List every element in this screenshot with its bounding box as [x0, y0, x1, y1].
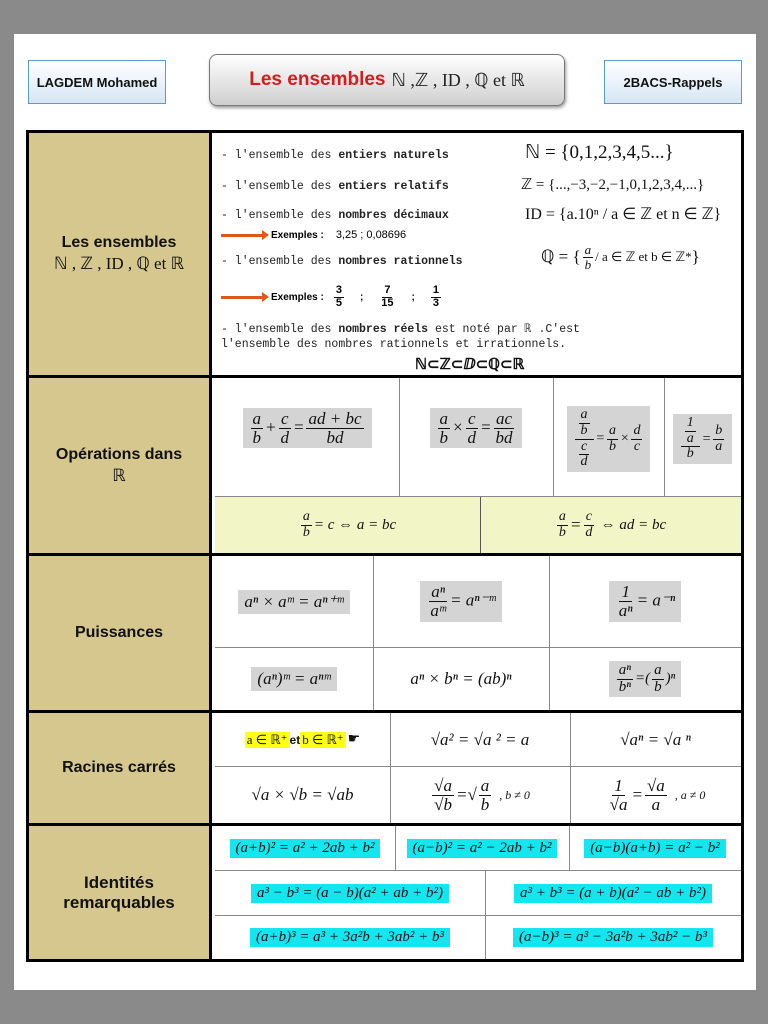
line-rationnels [221, 255, 463, 268]
line-bold: entiers naturels [338, 149, 449, 162]
example-row-1 [221, 229, 406, 241]
formula-text: = a⁻ⁿ [636, 590, 676, 610]
line-text: - l'ensemble des [221, 255, 339, 268]
row-divider [29, 375, 741, 378]
root-square [390, 713, 570, 766]
op-inverse [664, 387, 741, 491]
level-box [604, 60, 742, 104]
formula-text: aⁿ × bⁿ = (ab)ⁿ [410, 669, 512, 688]
formula-box: (a−b)(a+b) = a² − b² [584, 839, 725, 858]
arrow-icon [221, 234, 263, 237]
label-identites-text2: remarquables [63, 892, 175, 912]
root-quotient: $\frac{√a}{√b}$ =√ $\frac{a}{b}$ , b ≠ 0 [434, 775, 530, 814]
root-power [570, 713, 741, 766]
equiv-text: = c ⇔ a = bc [313, 516, 397, 533]
example-row-2: Exemples : $\frac{3}{5}$ ; $\frac{7}{15}$ ; $\frac{1}{3}$ [221, 285, 443, 309]
op-division [553, 387, 664, 491]
formula-box: (aⁿ)ᵐ = aⁿᵐ [251, 667, 336, 691]
line-decimaux [221, 209, 449, 222]
condition-et: et [289, 732, 301, 747]
label-racines-text: Racines carrés [62, 759, 176, 776]
power-negative [549, 556, 741, 647]
label-racines [29, 713, 212, 823]
author-box [28, 60, 166, 104]
line-text: - l'ensemble des [221, 323, 339, 336]
cursor-icon: ☛ [347, 732, 361, 747]
condition-b: b ∈ ℝ⁺ [302, 731, 344, 747]
line-text: - l'ensemble des [221, 209, 339, 222]
label-operations-sub: ℝ [112, 465, 126, 485]
fraction: $\frac{a}{b}$ [584, 242, 592, 272]
example-label: Exemples : [271, 229, 324, 241]
condition-a: a ∈ ℝ⁺ [246, 731, 288, 747]
line-naturels [221, 149, 449, 162]
formula-box: a³ − b³ = (a − b)(a² + ab + b²) [251, 884, 449, 903]
fraction: $\frac{1}{3}$ [432, 284, 439, 309]
formula-box: $\frac{a}{b}$ + $\frac{c}{d}$ = $\frac{ad + bc}{bd}$ [243, 408, 372, 449]
label-operations-text: Opérations dans [55, 445, 183, 463]
fraction: $\frac{3}{5}$ [335, 284, 342, 309]
formula-box: $\frac{1}{\text{aⁿ}}$ = a⁻ⁿ [609, 581, 681, 622]
line-text: - l'ensemble des [221, 180, 339, 193]
power-of-power [215, 648, 373, 710]
label-identites-text1: Identités [84, 872, 154, 892]
title-sets: ℕ ,ℤ , ID , ℚ et ℝ [391, 69, 525, 90]
q-condition: / a ∈ ℤ et b ∈ ℤ* [595, 249, 692, 265]
formula-box: $\frac{\frac{a}{b}}{\frac{c}{d}}$ = $\frac{a}{b}$ × $\frac{d}{c}$ [567, 406, 651, 472]
formula-box: (a−b)² = a² − 2ab + b² [407, 839, 558, 858]
op-addition [215, 393, 399, 463]
line-bold: nombres décimaux [338, 209, 449, 222]
line-relatifs [221, 180, 449, 193]
label-operations [29, 378, 212, 553]
formula-condition: , a ≠ 0 [674, 787, 706, 802]
level-label: 2BACS-Rappels [623, 74, 723, 90]
identity-cube-diff [215, 871, 485, 915]
formula-condition: , b ≠ 0 [499, 787, 530, 802]
inclusion-chain: ℕ⊂ℤ⊂ⅅ⊂ℚ⊂ℝ [415, 357, 525, 373]
root-conditions [215, 713, 390, 766]
power-product [215, 556, 373, 647]
label-identites [29, 826, 212, 959]
example-values: 3,25 ; 0,08696 [335, 229, 407, 241]
formula-box: (a+b)³ = a³ + 3a²b + 3ab² + b³ [250, 928, 450, 947]
formula-box: $\frac{\text{aⁿ}}{\text{aᵐ}}$ = aⁿ⁻ᵐ [420, 581, 501, 622]
line-irrationnels: l'ensemble des nombres rationnels et irrationnels. [221, 338, 567, 351]
formula-box: aⁿ × aᵐ = aⁿ⁺ᵐ [238, 590, 349, 614]
power-quotient [373, 556, 549, 647]
line-text: - l'ensemble des [221, 149, 339, 162]
equiv-text: ⇔ ad = bc [600, 516, 667, 533]
formula-box: $\frac{\frac{1}{a}}{b}$ = $\frac{b}{a}$ [673, 414, 732, 464]
example-label: Exemples : [271, 291, 324, 303]
title-text: Les ensembles [249, 69, 386, 90]
root-inverse: $\frac{1}{√a}$ = $\frac{√a}{a}$ , a ≠ 0 [609, 775, 706, 814]
power-product-base [373, 648, 549, 710]
identity-cube-binomial-sum [215, 916, 485, 959]
q-symbol: ℚ = { [541, 247, 581, 267]
line-bold: entiers relatifs [338, 180, 449, 193]
identity-cube-sum [485, 871, 741, 915]
label-ensembles-sub: ℕ , ℤ , ID , ℚ et ℝ [53, 254, 185, 273]
formula-box: (a−b)³ = a³ − 3a²b + 3ab² − b³ [513, 928, 713, 947]
equiv-2: $\frac{a}{b}$ = $\frac{c}{d}$ ⇔ ad = bc [558, 508, 667, 540]
line-bold: nombres réels [338, 323, 429, 336]
document-sheet [14, 34, 756, 990]
formula-box: (a+b)² = a² + 2ab + b² [230, 839, 381, 858]
set-z-def: ℤ = {...,−3,−2,−1,0,1,2,3,4,...} [521, 177, 705, 193]
identity-square-sum [215, 826, 395, 870]
title-box [209, 54, 565, 106]
ensembles-content [215, 133, 741, 375]
set-q-def: ℚ = { $\frac{a}{b}$ / a ∈ ℤ et b ∈ ℤ* } [541, 242, 700, 272]
identity-cube-binomial-diff [485, 916, 741, 959]
label-ensembles-text: Les ensembles [61, 234, 177, 251]
identity-square-diff [395, 826, 569, 870]
set-n-def: ℕ = {0,1,2,3,4,5...} [525, 142, 674, 163]
power-quotient-base [549, 648, 741, 710]
line-text: est noté par ℝ .C'est [428, 323, 580, 336]
formula-text: √aⁿ = √a ⁿ [620, 729, 691, 749]
label-puissances-text: Puissances [74, 624, 164, 641]
formula-text: = [634, 670, 646, 687]
identity-product [569, 826, 741, 870]
label-ensembles [29, 133, 212, 375]
equiv-1: $\frac{a}{b}$ = c ⇔ a = bc [302, 508, 397, 540]
fraction: $\frac{7}{15}$ [381, 284, 394, 309]
op-multiplication [399, 393, 553, 463]
line-reels [221, 321, 580, 336]
formula-box: a³ + b³ = (a + b)(a² − ab + b²) [514, 884, 712, 903]
formula-text: = aⁿ⁻ᵐ [449, 590, 496, 610]
formula-box: $\frac{a}{b}$ × $\frac{c}{d}$ = $\frac{ac}{bd}$ [430, 408, 523, 449]
formula-text: √a × √b = √ab [251, 785, 354, 804]
set-id-def: ID = {a.10ⁿ / a ∈ ℤ et n ∈ ℤ} [525, 206, 722, 223]
formula-text: √a² = √a ² = a [430, 729, 530, 749]
summary-table [26, 130, 744, 962]
arrow-icon [221, 296, 263, 299]
author-name: LAGDEM Mohamed [36, 74, 158, 90]
root-product [215, 767, 390, 823]
label-puissances [29, 556, 212, 710]
formula-box: $\frac{\text{aⁿ}}{\text{bⁿ}}$ =( $\frac{a}{b}$ )ⁿ [609, 661, 682, 698]
line-bold: nombres rationnels [338, 255, 463, 268]
